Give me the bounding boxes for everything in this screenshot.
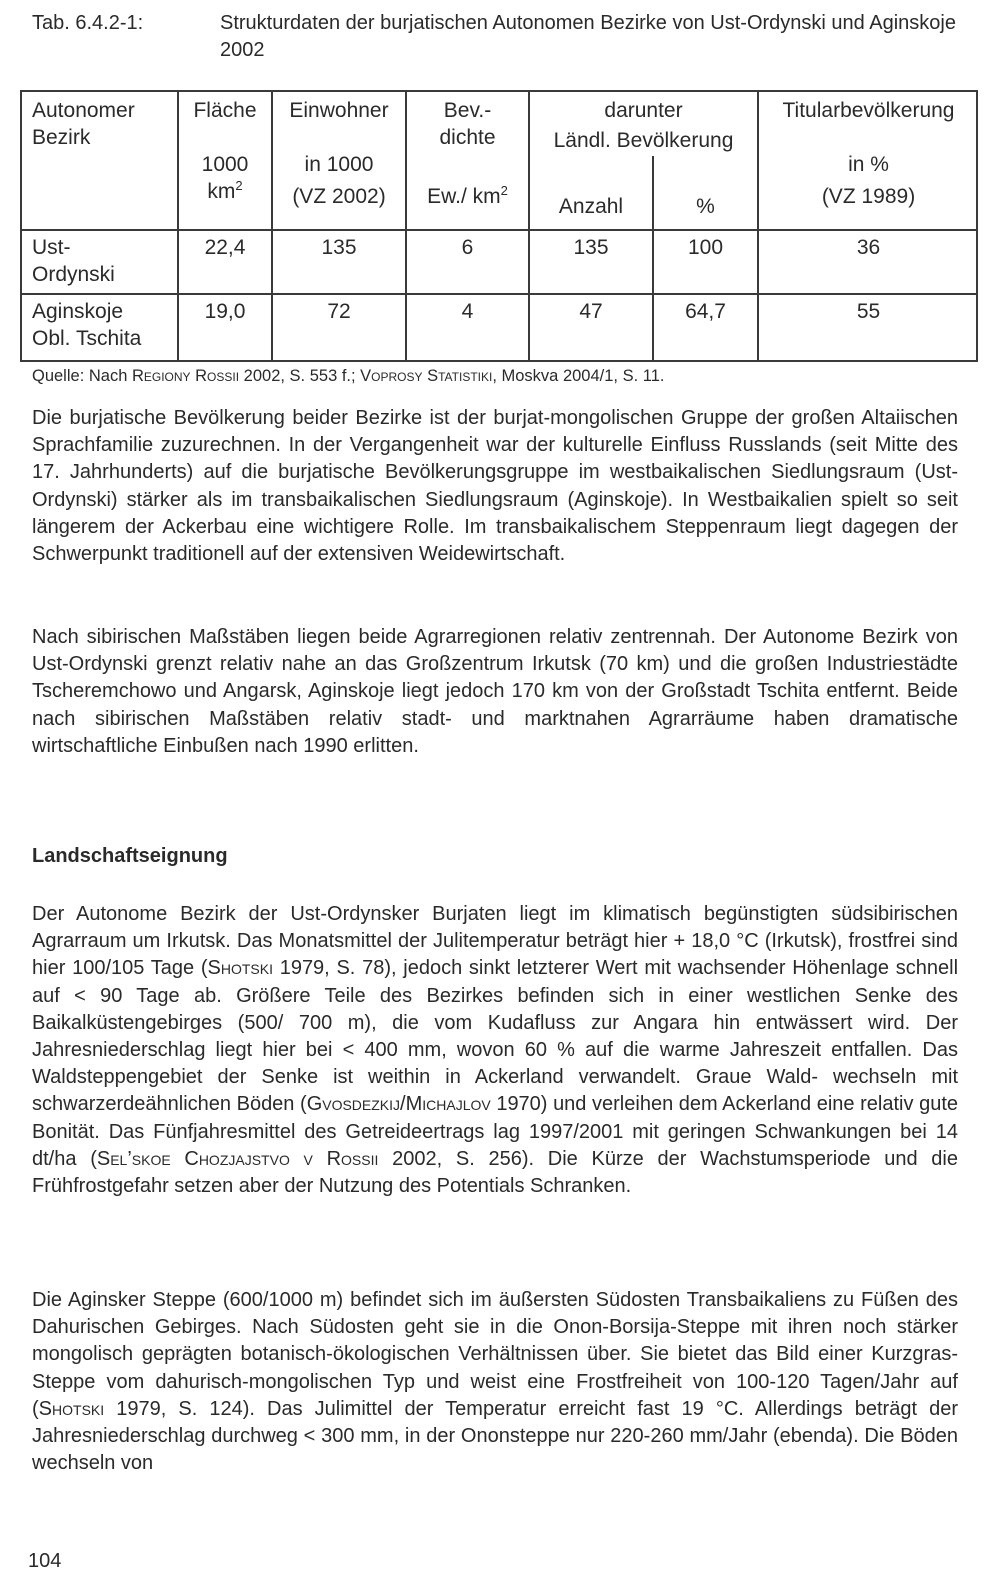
paragraph-3 [32,901,958,1200]
header-unit: 1000 [201,153,249,176]
row-name [32,234,115,288]
para-text: 1979, S. 124). Das Julimittel der Temperatur erreicht fast 19 °C. Allerdings beträgt der Jahresniederschlag durchweg < 300 mm, in der Ononsteppe nur 220-260 mm/Jahr (ebenda). Die Böden wechseln von [32,1397,958,1475]
header-unit [179,178,271,205]
source-text: Quelle: Nach [32,367,132,385]
unit-base: Ew./ km [427,185,501,208]
row-name-text: Ust- [32,236,71,259]
cell-flaeche: 22,4 [204,236,246,259]
para-text: 1970) und verleihen dem Ackerland eine relativ gute Bonität. Das Fünfjahresmittel des Getreideertrags lag 1997/2001 mit geringen Schwankungen bei 14 dt/ha ( [32,1093,958,1170]
header-divider [22,229,976,231]
cell-dichte: 6 [461,236,474,259]
table-title: Strukturdaten der burjatischen Autonomen Bezirke von Ust-Ordynski und Aginskoje 2002 [220,12,956,61]
page-number: 104 [28,1550,62,1572]
header-text: Titularbevölkerung [782,99,955,122]
header-unit: (VZ 2002) [292,185,386,208]
para-text: 2002, S. 256). Die Kürze der Wachstumsperiode und die Frühfrostgefahr setzen aber der Nutzung des Potentials Schranken. [32,1147,958,1198]
header-subtext: Ländl. Bevölkerung [553,129,734,152]
header-unit: in 1000 [304,153,374,176]
cell-einwohner: 72 [327,300,351,323]
citation-author: Shotski [38,1397,105,1420]
paragraph-1: Die burjatische Bevölkerung beider Bezirke ist der burjat-mongolischen Gruppe der großen Altaiischen Sprachfamilie zuzurechnen. In der Vergangenheit war der kulturelle Einfluss Russlands (seit Mitte des 17. Jahrhunderts) auf die burjatische Bevölkerungsgruppe im westbaikalischen Siedlungsraum (Ust-Ordynski) stärker als im transbaikalischen Siedlungsraum (Aginskoje). In Westbaikalien spielt so seit längerem der Ackerbau eine wichtigere Rolle. Im transbaikalischem Steppenraum liegt dagegen der Schwerpunkt traditionell auf der extensiven Weidewirtschaft. [32,407,958,566]
cell-anzahl: 135 [573,236,609,259]
header-titular [759,97,978,210]
cell-anzahl: 47 [579,300,603,323]
citation-author: Gvosdezkij/Michajlov [306,1093,491,1116]
structure-data-table [20,90,978,362]
section-heading: Landschaftseignung [32,845,228,867]
para-text: 1979, S. 78), jedoch sinkt letzterer Wert mit wachsender Höhenlage schnell auf < 90 Tage ab. Größere Teile des Bezirkes befinden sich in einer westlichen Senke des Baikalküstengebirges (500/ 700 m), die vom Kudafluss zur Angara hin entwässert wird. Der Jahresniederschlag liegt hier bei < 400 mm, wovon 60 % auf die warme Jahreszeit entfallen. Das Waldsteppengebiet der Senke ist weithin in Ackerland verwandelt. Graue Wald- wechseln mit schwarzerdeähnlichen Böden ( [32,957,959,1116]
para-text: Der Autonome Bezirk der Ust-Ordynsker Burjaten liegt im klimatisch begünstigten südsibirischen Agrarraum um Irkutsk. Das Monatsmittel der Julitemperatur beträgt hier + 18,0 °C (Irkutsk), frostfrei sind hier 100/105 Tage ( [32,903,958,980]
cell-titular: 36 [856,236,881,259]
cell-flaeche: 19,0 [204,300,246,323]
source-text: , Moskva 2004/1, S. 11. [492,367,665,385]
row-name [32,298,141,352]
header-unit [407,183,528,210]
table-number: Tab. 6.4.2-1: [32,12,144,34]
cell-einwohner: 135 [321,236,357,259]
header-text: Fläche [193,99,257,122]
paragraph-2: Nach sibirischen Maßstäben liegen beide Agrarregionen relativ zentrennah. Der Autonome Bezirk von Ust-Ordynski grenzt relativ nahe an das Großzentrum Irkutsk (70 km) und die großen Industriestädte Tscheremchowo und Angarsk, Aginskoje liegt jedoch 170 km von der Großstadt Tschita entfernt. Beide nach sibirischen Maßstäben relativ stadt- und marktnahen Agrarräume haben dramatische wirtschaftliche Einbußen nach 1990 erlitten. [32,626,958,757]
header-text: Autonomer [32,99,135,122]
header-dichte [407,97,528,210]
unit-sup: 2 [235,178,243,193]
row-divider [22,293,976,295]
header-anzahl: Anzahl [558,195,624,218]
row-name-text: Aginskoje [32,300,124,323]
header-unit: (VZ 1989) [821,185,916,208]
header-percent: % [696,195,715,218]
header-darunter [530,97,757,154]
cell-dichte: 4 [461,300,474,323]
table-source [32,366,664,386]
row-name-text: Obl. Tschita [32,327,142,350]
header-einwohner [273,97,405,210]
unit-base: km [207,180,236,203]
source-reference: Voprosy Statistiki [360,367,493,385]
row-name-text: Ordynski [32,263,115,286]
header-text: Bezirk [32,126,91,149]
unit-sup: 2 [500,183,508,198]
citation-author: Sel’skoe Chozjajstvo v Rossii [96,1147,379,1170]
header-text: Bev.- [443,99,492,122]
header-flaeche [179,97,271,205]
para-text: Die Aginsker Steppe (600/1000 m) befindet sich im äußersten Südosten Transbaikaliens zu Füßen des Dahurischen Gebirges. Nach Südosten geht sie in die Onon-Borsija-Steppe mit ihren noch stärker mongolisch geprägten botanisch-ökologischen Verhältnissen über. Sie bietet das Bild einer Kurzgras-Steppe vom dahurisch-mongolischen Typ und weist eine Frostfreiheit von 100-120 Tagen/Jahr auf ( [32,1289,958,1420]
header-unit: in % [848,153,889,176]
source-text: 2002, S. 553 f.; [239,367,361,385]
header-text: dichte [439,126,496,149]
paragraph-4 [32,1287,958,1477]
cell-titular: 55 [856,300,881,323]
header-bezirk [32,97,135,151]
citation-author: Shotski [207,957,273,980]
header-text: Einwohner [289,99,389,122]
cell-percent: 100 [687,236,724,259]
cell-percent: 64,7 [685,300,726,323]
source-reference: Regiony Rossii [131,367,240,385]
header-text: darunter [604,99,683,122]
